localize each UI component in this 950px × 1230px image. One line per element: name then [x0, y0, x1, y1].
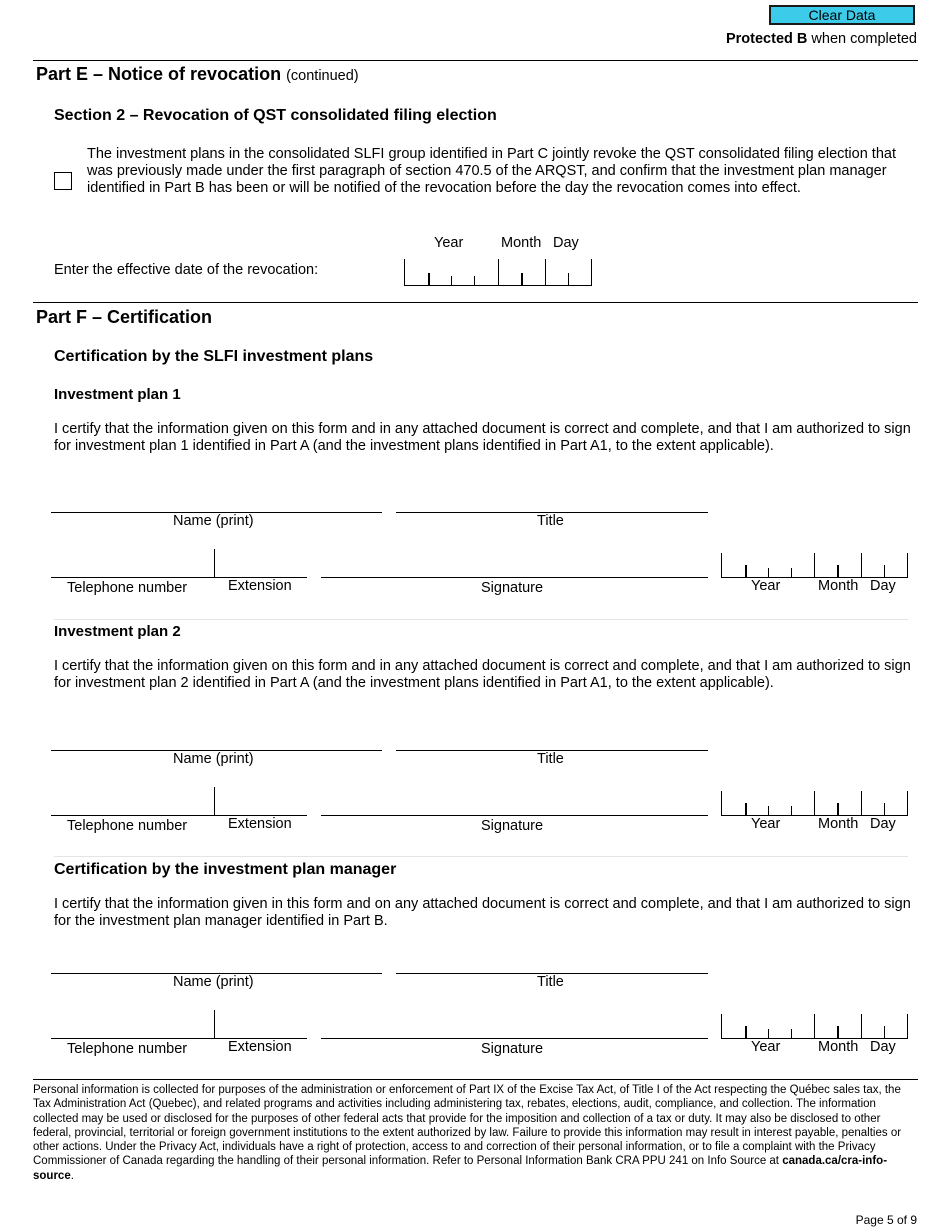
- investment-plan-2-text: I certify that the information given on this form and in any attached document is correct and complete, and that I am authorized to sign for investment plan 2 identified in Part A (and the investment plans identified in Part A1, to the extent applicable).: [54, 658, 911, 691]
- plan-1-title-label: Title: [537, 513, 564, 529]
- protected-b-notice: [726, 31, 917, 47]
- plan-1-signature-input[interactable]: [321, 577, 708, 578]
- manager-telephone-label: Telephone number: [67, 1041, 188, 1057]
- revocation-year-label: Year: [434, 235, 464, 251]
- privacy-text: Personal information is collected for purposes of the administration or enforcement of Part IX of the Excise Tax Act, of Title I of the Act respecting the Québec sales tax, the Tax Administration Act (Quebec), and related programs and activities including administering tax, rebates, elections, audit, compliance, and collection. The information collected may be used or disclosed for the purposes of other federal acts that provide for the imposition and collection of a tax or duty. It may also be disclosed to other federal, provincial, territorial or foreign government institutions to the extent authorized by law. Failure to provide this information may result in interest payable, penalties or other actions. Under the Privacy Act, individuals have a right of protection, access to and correction of their personal information, or to file a complaint with the Privacy Commissioner of Canada regarding the handling of their personal information. Refer to Personal Information Bank CRA PPU 241 on Info Source at: [33, 1084, 902, 1168]
- manager-title-label: Title: [537, 974, 564, 990]
- plan-2-signature-input[interactable]: [321, 815, 708, 816]
- plan-2-date-input[interactable]: [721, 791, 908, 816]
- revocation-day-label: Day: [553, 235, 579, 251]
- divider: [214, 787, 215, 815]
- page-number: Page 5 of 9: [855, 1213, 917, 1227]
- manager-month-label: Month: [818, 1039, 859, 1055]
- revocation-checkbox[interactable]: [54, 172, 72, 190]
- protected-b-suffix: when completed: [807, 31, 917, 47]
- privacy-end: .: [70, 1169, 74, 1182]
- manager-certification-text: I certify that the information given in this form and on any attached document is correct and complete, and that I am authorized to sign for the investment plan manager identified in Part B.: [54, 896, 911, 929]
- revocation-month-label: Month: [501, 235, 542, 251]
- revocation-text: The investment plans in the consolidated SLFI group identified in Part C jointly revoke the QST consolidated filing election that was previously made under the first paragraph of section 470.5 of the ARQST, and confirm that the investment plan manager identified in Part B has been or will be notified of the revocation before the day the revocation comes into effect.: [87, 146, 896, 196]
- part-e-heading: Part E – Notice of revocation: [36, 64, 282, 84]
- divider: [33, 1079, 918, 1080]
- plan-1-name-label: Name (print): [173, 513, 254, 529]
- part-f-title: Part F – Certification: [36, 307, 213, 327]
- plan-1-month-label: Month: [818, 578, 859, 594]
- plan-2-year-label: Year: [751, 816, 781, 832]
- plan-1-day-label: Day: [870, 578, 896, 594]
- revocation-date-input[interactable]: [404, 259, 592, 286]
- plan-1-extension-label: Extension: [228, 578, 292, 594]
- revocation-date-label: Enter the effective date of the revocation:: [54, 262, 319, 278]
- part-e-continued: (continued): [286, 68, 359, 84]
- divider: [33, 60, 918, 61]
- plan-2-title-label: Title: [537, 751, 564, 767]
- manager-signature-input[interactable]: [321, 1038, 708, 1039]
- plan-2-telephone-input[interactable]: [51, 815, 214, 816]
- part-e-title: [36, 64, 359, 85]
- plan-1-signature-label: Signature: [481, 580, 544, 596]
- plan-1-year-label: Year: [751, 578, 781, 594]
- plan-2-extension-label: Extension: [228, 816, 292, 832]
- protected-b-label: Protected B: [725, 31, 808, 47]
- investment-plan-2-title: Investment plan 2: [54, 623, 181, 640]
- plan-1-telephone-label: Telephone number: [67, 580, 188, 596]
- divider: [214, 1010, 215, 1038]
- manager-name-label: Name (print): [173, 974, 254, 990]
- manager-date-input[interactable]: [721, 1014, 908, 1039]
- privacy-notice: [33, 1083, 921, 1183]
- divider: [54, 619, 908, 620]
- plan-2-telephone-label: Telephone number: [67, 818, 188, 834]
- section-2-title: Section 2 – Revocation of QST consolidated filing election: [54, 107, 497, 124]
- manager-year-label: Year: [751, 1039, 781, 1055]
- manager-signature-label: Signature: [481, 1041, 544, 1057]
- plan-2-month-label: Month: [818, 816, 859, 832]
- info-source-link[interactable]: canada.ca/cra-info-source: [33, 1155, 888, 1182]
- plan-2-signature-label: Signature: [481, 818, 544, 834]
- plan-2-name-label: Name (print): [173, 751, 254, 767]
- divider: [33, 302, 918, 303]
- slfi-certification-title: Certification by the SLFI investment plans: [54, 348, 374, 365]
- manager-extension-label: Extension: [228, 1039, 292, 1055]
- plan-2-day-label: Day: [870, 816, 896, 832]
- plan-1-date-input[interactable]: [721, 553, 908, 578]
- clear-data-button[interactable]: Clear Data: [769, 5, 915, 25]
- plan-1-telephone-input[interactable]: [51, 577, 214, 578]
- manager-day-label: Day: [870, 1039, 896, 1055]
- manager-telephone-input[interactable]: [51, 1038, 214, 1039]
- manager-certification-title: Certification by the investment plan manager: [54, 861, 397, 878]
- divider: [214, 549, 215, 577]
- divider: [54, 856, 908, 857]
- investment-plan-1-title: Investment plan 1: [54, 386, 181, 403]
- investment-plan-1-text: I certify that the information given on this form and in any attached document is correct and complete, and that I am authorized to sign for investment plan 1 identified in Part A (and the investment plans identified in Part A1, to the extent applicable).: [54, 421, 911, 454]
